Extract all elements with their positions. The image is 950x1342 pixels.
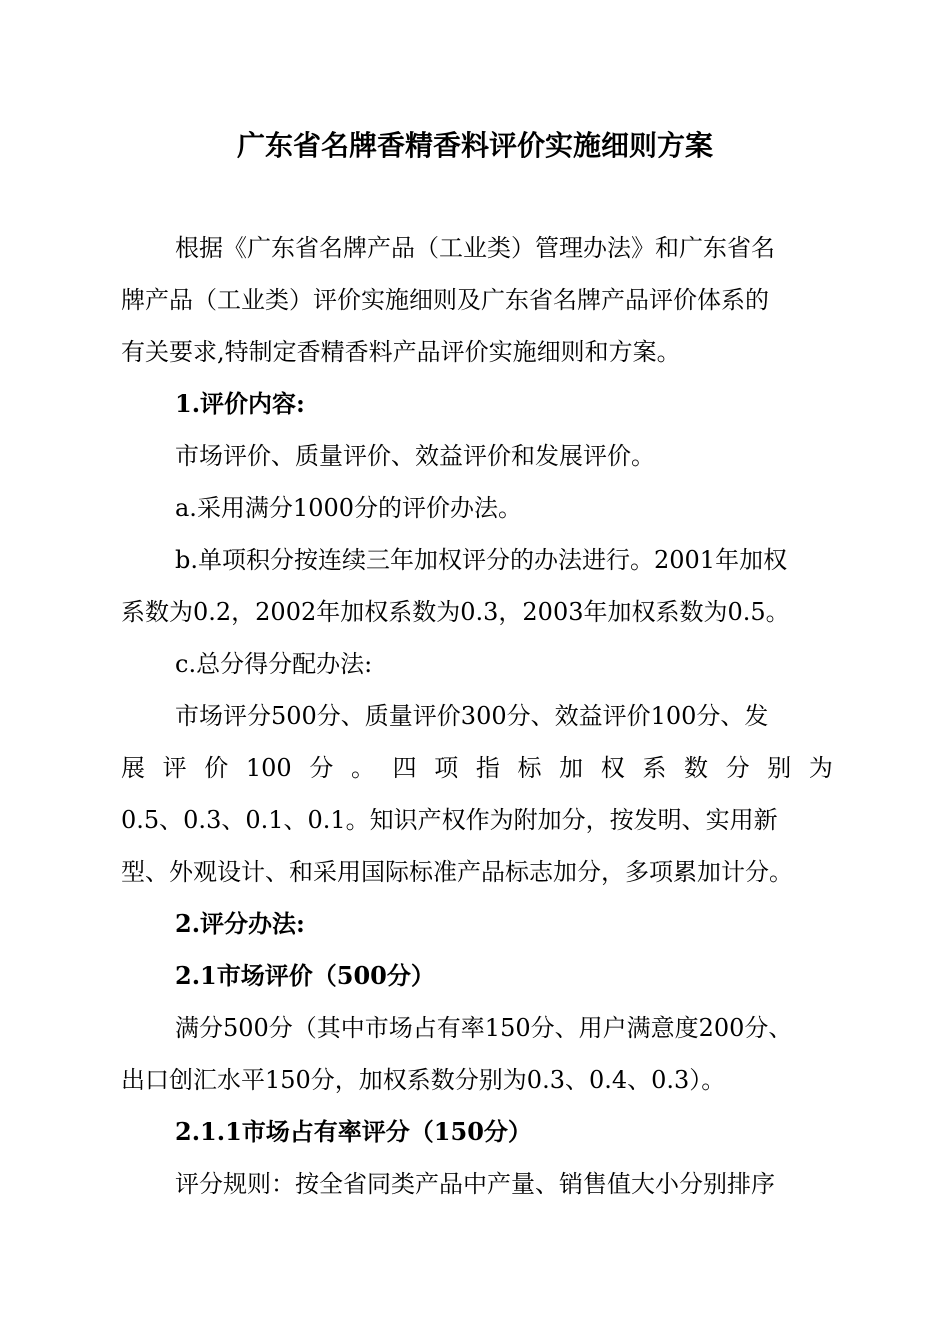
spread-token: 分	[309, 754, 334, 782]
list-item-c: c.总分得分配办法:	[175, 650, 373, 678]
spread-token: 权	[600, 754, 625, 782]
spread-token: 价	[204, 754, 229, 782]
spread-token: 展	[121, 754, 145, 782]
paragraph-market-line-2: 出口创汇水平150分，加权系数分别为0.3、0.4、0.3）。	[121, 1066, 726, 1094]
document-title: 广东省名牌香精香料评价实施细则方案	[236, 129, 713, 162]
paragraph-intro-line-2: 牌产品（工业类）评价实施细则及广东省名牌产品评价体系的	[121, 286, 769, 314]
subsection-heading-2-1: 2.1市场评价（500分）	[175, 961, 435, 990]
paragraph-evaluation-content: 市场评价、质量评价、效益评价和发展评价。	[175, 442, 655, 470]
subsection-heading-2-1-1: 2.1.1市场占有率评分（150分）	[175, 1117, 532, 1146]
paragraph-score-allocation-line-4: 型、外观设计、和采用国际标准产品标志加分，多项累加计分。	[121, 858, 793, 886]
spread-token: 四	[392, 754, 417, 782]
spread-token: 加	[559, 754, 584, 782]
spread-token: 为	[808, 754, 833, 782]
section-heading-1: 1.评价内容:	[175, 389, 305, 418]
spread-token: 指	[475, 754, 500, 782]
spread-token: 分	[725, 754, 750, 782]
paragraph-scoring-rule: 评分规则：按全省同类产品中产量、销售值大小分别排序	[175, 1170, 775, 1198]
spread-token: 100	[245, 754, 292, 782]
list-item-b-line-1: b.单项积分按连续三年加权评分的办法进行。2001年加权	[175, 546, 788, 574]
list-item-b-line-2: 系数为0.2，2002年加权系数为0.3，2003年加权系数为0.5。	[121, 598, 790, 626]
spread-token: 。	[350, 754, 375, 782]
paragraph-intro-line-1: 根据《广东省名牌产品（工业类）管理办法》和广东省名	[175, 234, 775, 262]
paragraph-market-line-1: 满分500分（其中市场占有率150分、用户满意度200分、	[175, 1014, 793, 1042]
paragraph-score-allocation-line-2	[121, 750, 833, 786]
spread-token: 数	[683, 754, 708, 782]
paragraph-score-allocation-line-3: 0.5、0.3、0.1、0.1。知识产权作为附加分，按发明、实用新	[121, 806, 778, 834]
spread-token: 标	[517, 754, 542, 782]
paragraph-intro-line-3: 有关要求,特制定香精香料产品评价实施细则和方案。	[121, 338, 681, 366]
spread-token: 评	[162, 754, 187, 782]
spread-token: 项	[434, 754, 459, 782]
spread-token: 系	[642, 754, 667, 782]
section-heading-2: 2.评分办法:	[175, 909, 305, 938]
list-item-a: a.采用满分1000分的评价办法。	[175, 494, 523, 522]
spread-token: 别	[767, 754, 792, 782]
paragraph-score-allocation-line-1: 市场评分500分、质量评价300分、效益评价100分、发	[175, 702, 769, 730]
